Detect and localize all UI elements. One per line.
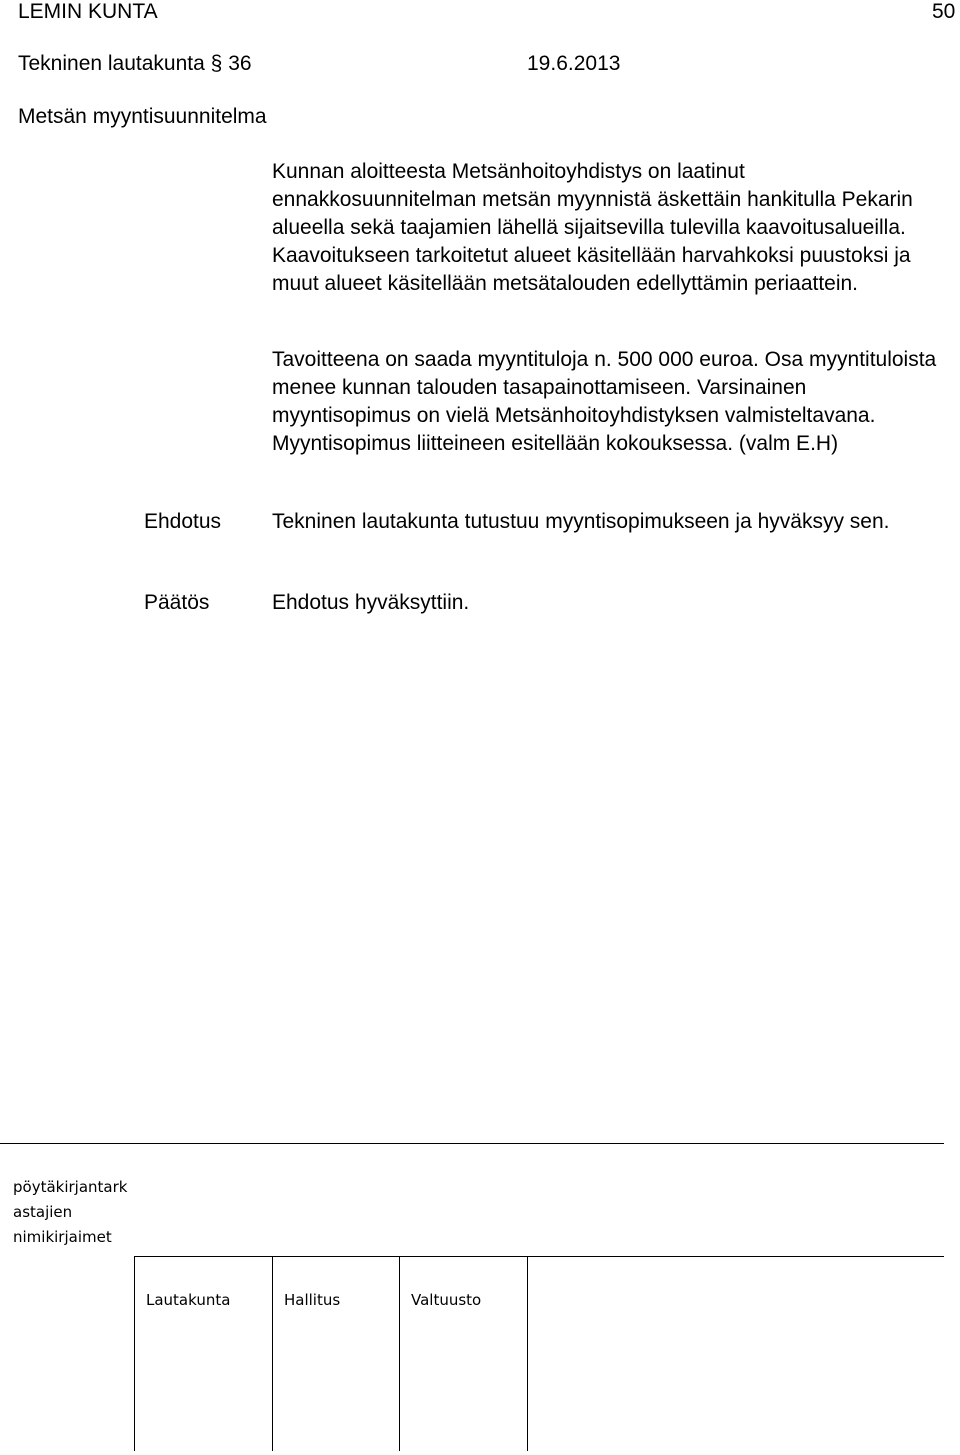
meeting-reference	[18, 52, 252, 76]
body-paragraph-2: Tavoitteena on saada myyntituloja n. 500 000 euroa. Osa myyntituloista menee kunnan talouden tasapainottamiseen. Varsinainen myyntisopimus on vielä Metsänhoitoyhdistyksen valmisteltavana. Myyntisopimus liitteineen esitellään kokouksessa. (valm E.H)	[272, 348, 937, 455]
signature-label	[13, 1175, 127, 1250]
municipality-name: LEMIN KUNTA	[18, 0, 158, 23]
decision-label: Päätös	[144, 591, 210, 614]
footer-divider	[0, 1143, 944, 1144]
page-number: 50	[932, 0, 956, 23]
proposal-text: Tekninen lautakunta tutustuu myyntisopimukseen ja hyväksyy sen.	[272, 510, 890, 533]
signature-table-top-border	[134, 1256, 944, 1257]
column-header-valtuusto: Valtuusto	[411, 1291, 482, 1309]
board-name: Tekninen lautakunta	[18, 52, 205, 75]
item-title: Metsän myyntisuunnitelma	[18, 105, 267, 128]
signature-label-line: pöytäkirjantark	[13, 1178, 128, 1196]
proposal-label: Ehdotus	[144, 510, 222, 533]
signature-table-divider	[527, 1256, 528, 1451]
body-paragraph-1: Kunnan aloitteesta Metsänhoitoyhdistys on laatinut ennakkosuunnitelman metsän myynnistä äskettäin hankitulla Pekarin alueella sekä taajamien lähellä sijaitsevilla tulevilla kaavoitusalueilla. Kaavoitukseen tarkoitetut alueet käsitellään harvahkoksi puustoksi ja muut alueet käsitellään metsätalouden edellyttämin periaattein.	[272, 160, 913, 295]
meeting-date: 19.6.2013	[527, 52, 621, 75]
decision-text: Ehdotus hyväksyttiin.	[272, 591, 470, 614]
signature-table-divider	[134, 1256, 135, 1451]
section-number: 36	[228, 52, 252, 75]
signature-label-line: nimikirjaimet	[13, 1228, 112, 1246]
column-header-hallitus: Hallitus	[284, 1291, 341, 1309]
signature-table-divider	[399, 1256, 400, 1451]
signature-label-line: astajien	[13, 1203, 73, 1221]
section-symbol: §	[210, 52, 223, 75]
signature-table-divider	[272, 1256, 273, 1451]
column-header-lautakunta: Lautakunta	[146, 1291, 231, 1309]
